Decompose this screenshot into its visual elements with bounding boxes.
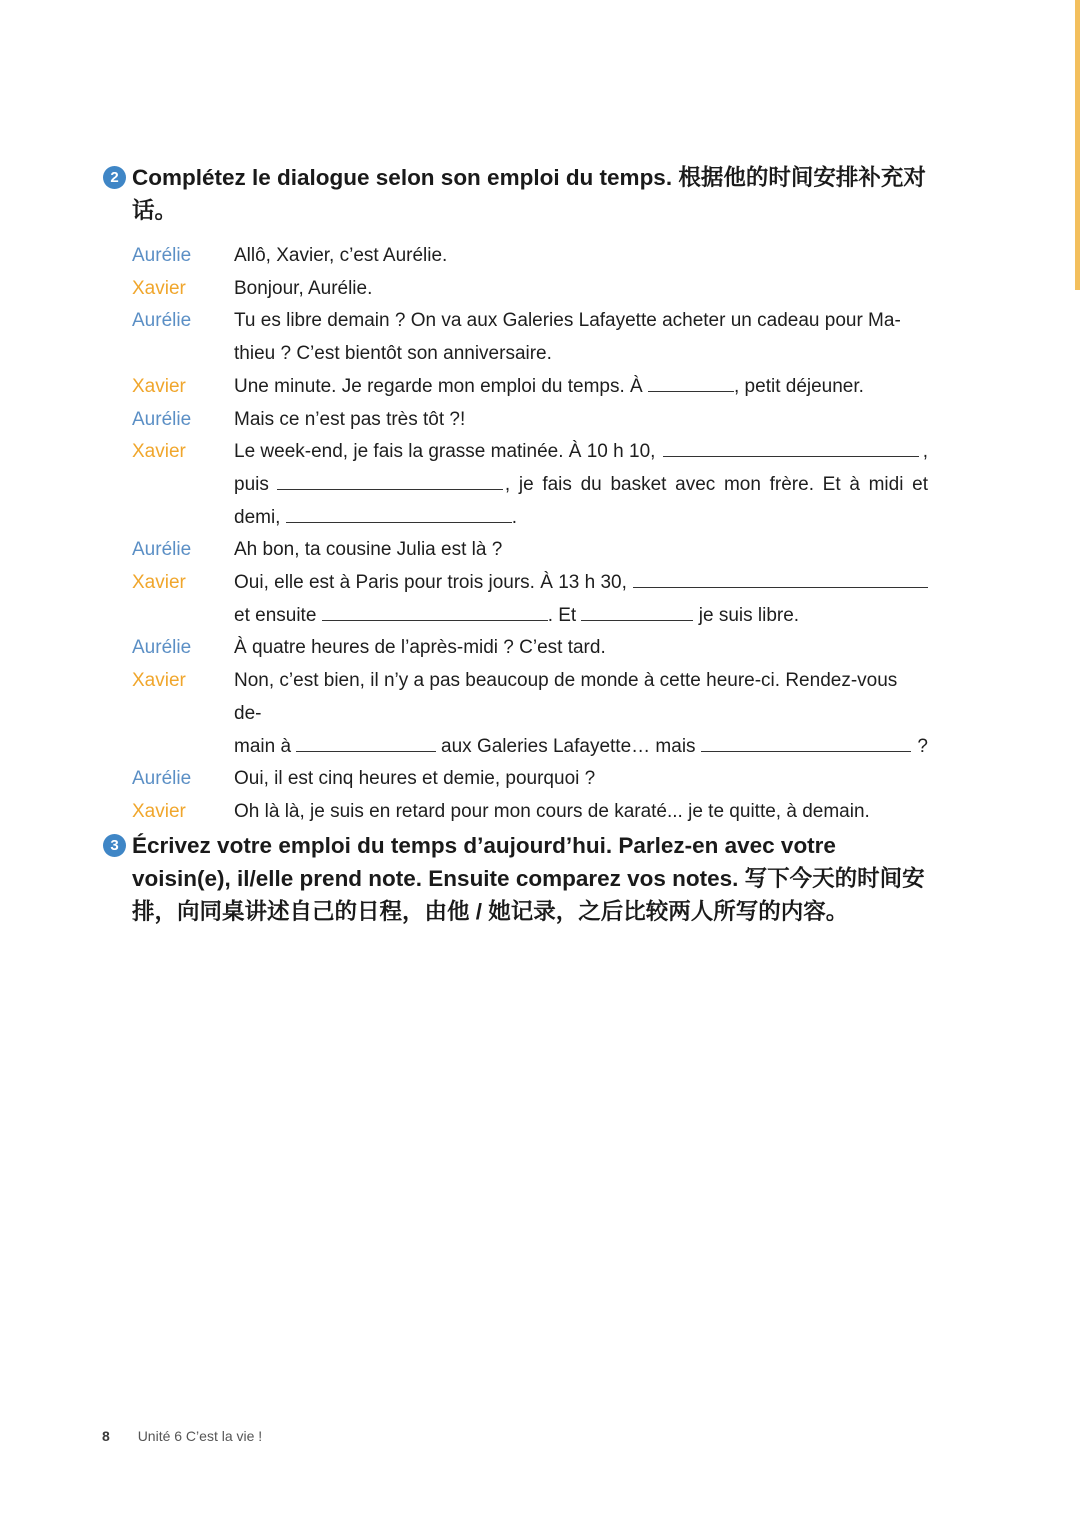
speaker-name: Xavier [132, 277, 186, 299]
exercise-2-heading [103, 161, 933, 227]
page-footer [102, 1428, 262, 1444]
page-edge-tab [1075, 0, 1080, 290]
page-number: 8 [102, 1428, 110, 1444]
fill-in-blank[interactable] [581, 602, 693, 621]
exercise-2-instruction: Complétez le dialogue selon son emploi du temps. 根据他的时间安排补充对话。 [132, 165, 926, 223]
dialogue-text: Mais ce n’est pas très tôt ?! [234, 408, 466, 430]
dialogue-text: Allô, Xavier, c’est Aurélie. [234, 245, 448, 266]
speaker-name: Xavier [132, 670, 186, 692]
speaker-name: Aurélie [132, 539, 192, 561]
exercise-3-number-badge: 3 [103, 834, 126, 857]
dialogue-line [132, 567, 928, 632]
fill-in-blank[interactable] [277, 471, 503, 490]
dialogue-line [132, 371, 928, 404]
dialogue-text: Tu es libre demain ? On va aux Galeries Lafayette acheter un cadeau pour Ma- thieu ? C’est bientôt son anniversaire. [234, 310, 901, 365]
speaker-name: Aurélie [132, 637, 192, 659]
dialogue-line [132, 436, 928, 534]
dialogue-line [132, 240, 928, 273]
dialogue-line [132, 632, 928, 665]
dialogue-text: Non, c’est bien, il n’y a pas beaucoup de monde à cette heure-ci. Rendez-vous de- main à aux Galeries Lafayette… mais ? [234, 670, 928, 757]
fill-in-blank[interactable] [322, 602, 548, 621]
speaker-name: Xavier [132, 800, 186, 822]
fill-in-blank[interactable] [286, 504, 512, 523]
speaker-name: Aurélie [132, 310, 192, 332]
dialogue-text: À quatre heures de l’après-midi ? C’est tard. [234, 637, 606, 659]
dialogue-line [132, 404, 928, 437]
dialogue-text: Bonjour, Aurélie. [234, 277, 373, 299]
exercise-2-number-badge: 2 [103, 166, 126, 189]
exercise-3-heading [103, 829, 933, 928]
dialogue-text: Oh là là, je suis en retard pour mon cours de karaté... je te quitte, à demain. [234, 800, 870, 822]
fill-in-blank[interactable] [296, 733, 436, 752]
exercise-3-instruction: Écrivez votre emploi du temps d’aujourd’hui. Parlez-en avec votre voisin(e), il/elle prend note. Ensuite comparez vos notes. 写下今天的时间安排，向同桌讲述自己的日程，由他 / 她记录，之后比较两人所写的内容。 [132, 833, 925, 924]
dialogue-text: Le week-end, je fais la grasse matinée. À 10 h 10, , puis , je fais du basket avec mon frère. Et à midi et demi, . [234, 436, 928, 534]
unit-title: Unité 6 C’est la vie ! [137, 1428, 263, 1444]
dialogue-line [132, 796, 928, 829]
fill-in-blank[interactable] [633, 569, 928, 588]
dialogue-line [132, 763, 928, 796]
speaker-name: Xavier [132, 375, 186, 397]
dialogue-text: Une minute. Je regarde mon emploi du temps. À , petit déjeuner. [234, 371, 928, 404]
fill-in-blank[interactable] [701, 733, 912, 752]
dialogue-text: Oui, elle est à Paris pour trois jours. À 13 h 30, et ensuite . Et je suis libre. [234, 567, 928, 632]
dialogue-line [132, 665, 928, 763]
dialogue-text: Ah bon, ta cousine Julia est là ? [234, 539, 503, 561]
dialogue-line [132, 273, 928, 306]
dialogue-line [132, 534, 928, 567]
dialogue-text: Oui, il est cinq heures et demie, pourquoi ? [234, 768, 596, 790]
speaker-name: Aurélie [132, 408, 192, 430]
fill-in-blank[interactable] [663, 438, 918, 457]
speaker-name: Aurélie [132, 245, 192, 266]
dialogue [132, 240, 928, 829]
speaker-name: Xavier [132, 572, 186, 594]
fill-in-blank[interactable] [648, 373, 734, 392]
speaker-name: Aurélie [132, 768, 192, 790]
dialogue-line [132, 305, 928, 370]
speaker-name: Xavier [132, 441, 186, 463]
